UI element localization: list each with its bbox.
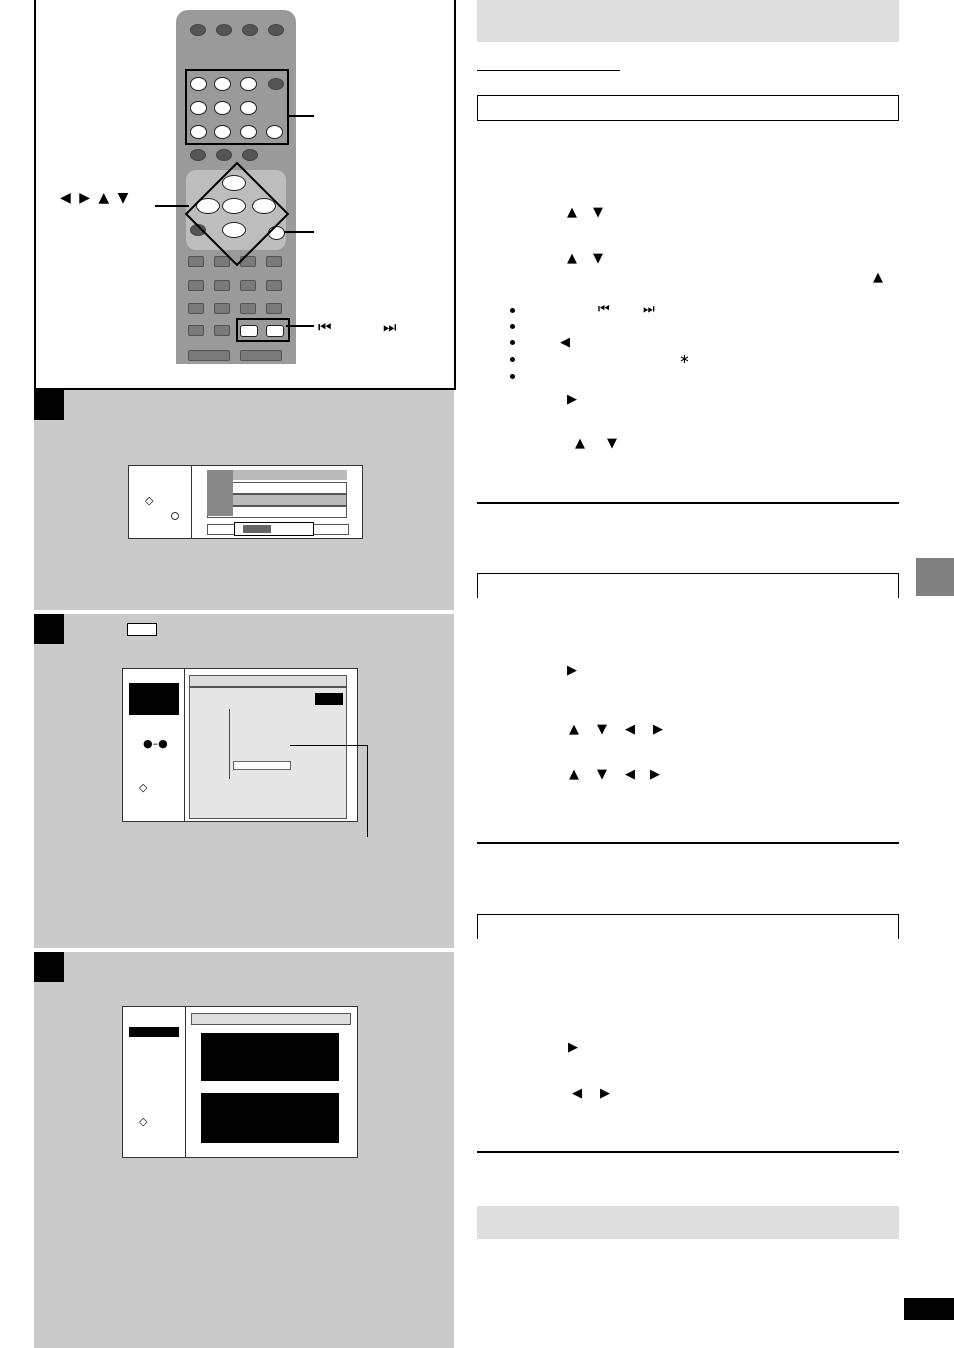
remote-button	[214, 325, 230, 336]
bullet	[510, 324, 515, 329]
left-icon: ◀	[625, 722, 635, 737]
remote-button	[240, 303, 256, 314]
bullet	[510, 340, 515, 345]
title-bar	[191, 1013, 351, 1025]
callout-line	[286, 325, 314, 327]
page-number-tab	[904, 1298, 954, 1320]
left-icon: ◀	[560, 335, 570, 350]
callout-line	[284, 231, 314, 233]
right-icon: ▶	[567, 663, 577, 678]
section-rule	[477, 1151, 899, 1153]
selected-item	[233, 761, 291, 770]
right-icon: ▶	[653, 722, 663, 737]
cursor-pad-icon: ◇	[145, 494, 154, 507]
remote-button	[214, 280, 230, 291]
arrow-keys-label: ◀ ▶ ▲ ▼	[60, 190, 131, 206]
remote-button	[216, 24, 232, 36]
up-icon: ▲	[575, 436, 585, 451]
section-header-bar	[477, 1206, 899, 1239]
left-icon: ◀	[572, 1086, 582, 1101]
bullet	[510, 308, 515, 313]
down-icon: ▼	[597, 722, 607, 737]
step-3-number	[34, 952, 64, 982]
remote-button	[190, 24, 206, 36]
step-1-screen	[128, 465, 363, 539]
section-rule	[477, 842, 899, 844]
remote-button	[188, 256, 204, 267]
step-3-screen	[122, 1006, 358, 1158]
up-icon: ▲	[567, 205, 577, 220]
callout-line	[287, 115, 314, 117]
divider	[191, 466, 192, 538]
tag-black	[315, 693, 343, 705]
cursor-pad-icon: ◇	[139, 1115, 148, 1128]
remote-button	[188, 280, 204, 291]
remote-button	[188, 325, 204, 336]
remote-button	[188, 303, 204, 314]
skip-back-icon: ⏮	[598, 302, 610, 317]
button-box	[127, 623, 157, 636]
section-rule	[477, 502, 899, 504]
skip-back-label: ⏮	[318, 318, 332, 336]
callout-line	[367, 745, 368, 837]
return-icon	[171, 512, 179, 520]
up-icon: ▲	[569, 722, 579, 737]
menu-column	[207, 470, 233, 516]
remote-button	[190, 149, 206, 161]
up-icon: ▲	[567, 251, 577, 266]
subsection-box	[477, 573, 899, 598]
divider	[184, 669, 185, 821]
number-keys-highlight	[185, 69, 289, 145]
up-icon: ▲	[569, 767, 579, 782]
skip-forward-label: ⏭	[383, 318, 397, 336]
remote-button	[266, 280, 282, 291]
right-icon: ▶	[650, 767, 660, 782]
info-panel	[201, 1033, 339, 1081]
right-icon: ▶	[567, 392, 577, 407]
right-icon: ▶	[568, 1040, 578, 1055]
bullet	[510, 374, 515, 379]
skip-keys-highlight	[236, 318, 290, 342]
subsection-box	[477, 95, 899, 121]
right-icon: ▶	[600, 1086, 610, 1101]
step-1-number	[34, 390, 64, 420]
remote-button	[266, 256, 282, 267]
up-icon: ▲	[873, 270, 883, 285]
down-icon: ▼	[593, 205, 603, 220]
remote-button	[188, 350, 230, 361]
info-panel	[201, 1093, 339, 1143]
divider	[185, 1007, 186, 1157]
remote-button	[214, 303, 230, 314]
remote-button	[242, 149, 258, 161]
left-icon: ◀	[625, 767, 635, 782]
remote-button	[240, 350, 282, 361]
dots-icon: ●–●	[143, 737, 168, 750]
remote-button	[266, 303, 282, 314]
callout-line	[290, 745, 368, 746]
remote-button	[216, 149, 232, 161]
cursor-pad-icon: ◇	[139, 781, 148, 794]
title-bar	[189, 675, 347, 687]
side-tab	[916, 558, 954, 596]
asterisk-icon: ∗	[679, 352, 690, 367]
status-fill	[243, 525, 271, 533]
bullet	[510, 357, 515, 362]
section-header-bar	[477, 0, 899, 42]
step-2-number	[34, 614, 64, 644]
down-icon: ▼	[593, 251, 603, 266]
remote-button	[240, 280, 256, 291]
black-block	[129, 683, 179, 715]
skip-forward-icon: ⏭	[643, 302, 655, 317]
down-icon: ▼	[607, 436, 617, 451]
remote-button	[268, 24, 284, 36]
status-highlight	[234, 522, 314, 536]
tree-line	[229, 709, 230, 779]
remote-button	[242, 24, 258, 36]
black-label	[129, 1027, 179, 1037]
down-icon: ▼	[597, 767, 607, 782]
callout-line	[155, 205, 189, 207]
tree-area	[189, 687, 347, 819]
subsection-box	[477, 914, 899, 939]
underline	[477, 70, 620, 71]
